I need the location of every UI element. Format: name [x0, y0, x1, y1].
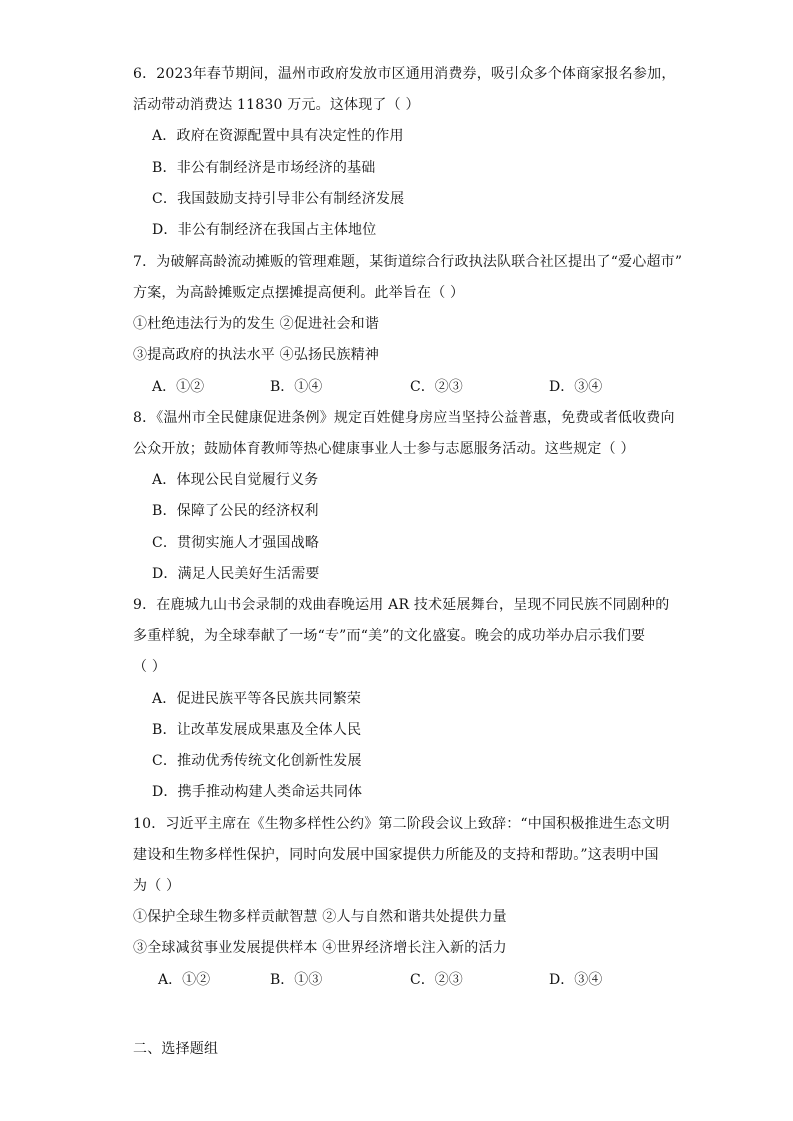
q10-option-a: A．①② [158, 972, 211, 988]
q8-stem-line1: 8．《温州市全民健康促进条例》规定百姓健身房应当坚持公益普惠，免费或者低收费向 [133, 410, 675, 426]
q6-stem-line2: 活动带动消费达 11830 万元。这体现了（ ） [133, 97, 420, 113]
q9-stem-line2: 多重样貌，为全球奉献了一场“专”而“美”的文化盛宴。晚会的成功举办启示我们要 [133, 628, 646, 644]
q10-option-b: B．①③ [270, 972, 323, 988]
q7-option-b: B．①④ [270, 379, 323, 395]
q6-option-d: D．非公有制经济在我国占主体地位 [152, 222, 377, 238]
q10-option-c: C．②③ [410, 972, 463, 988]
q7-statements-line2: ③提高政府的执法水平 ④弘扬民族精神 [133, 347, 380, 363]
q8-option-a: A．体现公民自觉履行义务 [152, 472, 319, 488]
q6-option-c: C．我国鼓励支持引导非公有制经济发展 [152, 191, 405, 207]
q8-option-b: B．保障了公民的经济权利 [152, 503, 319, 519]
q6-option-a: A．政府在资源配置中具有决定性的作用 [152, 128, 404, 144]
q7-stem-line2: 方案，为高龄摊贩定点摆摊提高便利。此举旨在（ ） [133, 285, 465, 301]
q7-option-d: D．③④ [549, 379, 603, 395]
q6-stem-line1: 6．2023年春节期间，温州市政府发放市区通用消费券，吸引众多个体商家报名参加， [133, 66, 676, 82]
q7-option-c: C．②③ [410, 379, 463, 395]
q9-stem-line3: （ ） [133, 659, 167, 675]
q9-option-b: B．让改革发展成果惠及全体人民 [152, 722, 362, 738]
q7-statements-line1: ①杜绝违法行为的发生 ②促进社会和谐 [133, 316, 380, 332]
q9-stem-line1: 9．在鹿城九山书会录制的戏曲春晚运用 AR 技术延展舞台，呈现不同民族不同剧种的 [133, 597, 670, 613]
q10-stem-line3: 为（ ） [133, 878, 181, 894]
section-heading: 二、选择题组 [133, 1041, 219, 1057]
q10-stem-line2: 建设和生物多样性保护，同时向发展中国家提供力所能及的支持和帮助。”这表明中国 [133, 847, 659, 863]
q9-option-c: C．推动优秀传统文化创新性发展 [152, 753, 362, 769]
q9-option-a: A．促进民族平等各民族共同繁荣 [152, 691, 362, 707]
q6-option-b: B．非公有制经济是市场经济的基础 [152, 160, 376, 176]
q10-statements-line1: ①保护全球生物多样贡献智慧 ②人与自然和谐共处提供力量 [133, 909, 507, 925]
q10-stem-line1: 10．习近平主席在《生物多样性公约》第二阶段会议上致辞：“中国积极推进生态文明 [133, 816, 670, 832]
q7-option-a: A．①② [152, 379, 205, 395]
q8-option-d: D．满足人民美好生活需要 [152, 566, 320, 582]
q10-option-d: D．③④ [549, 972, 603, 988]
q10-statements-line2: ③全球减贫事业发展提供样本 ④世界经济增长注入新的活力 [133, 940, 507, 956]
q8-option-c: C．贯彻实施人才强国战略 [152, 535, 320, 551]
q9-option-d: D．携手推动构建人类命运共同体 [152, 784, 363, 800]
q7-stem-line1: 7．为破解高龄流动摊贩的管理难题，某街道综合行政执法队联合社区提出了“爱心超市” [133, 254, 683, 270]
q8-stem-line2: 公众开放；鼓励体育教师等热心健康事业人士参与志愿服务活动。这些规定（ ） [133, 441, 635, 457]
